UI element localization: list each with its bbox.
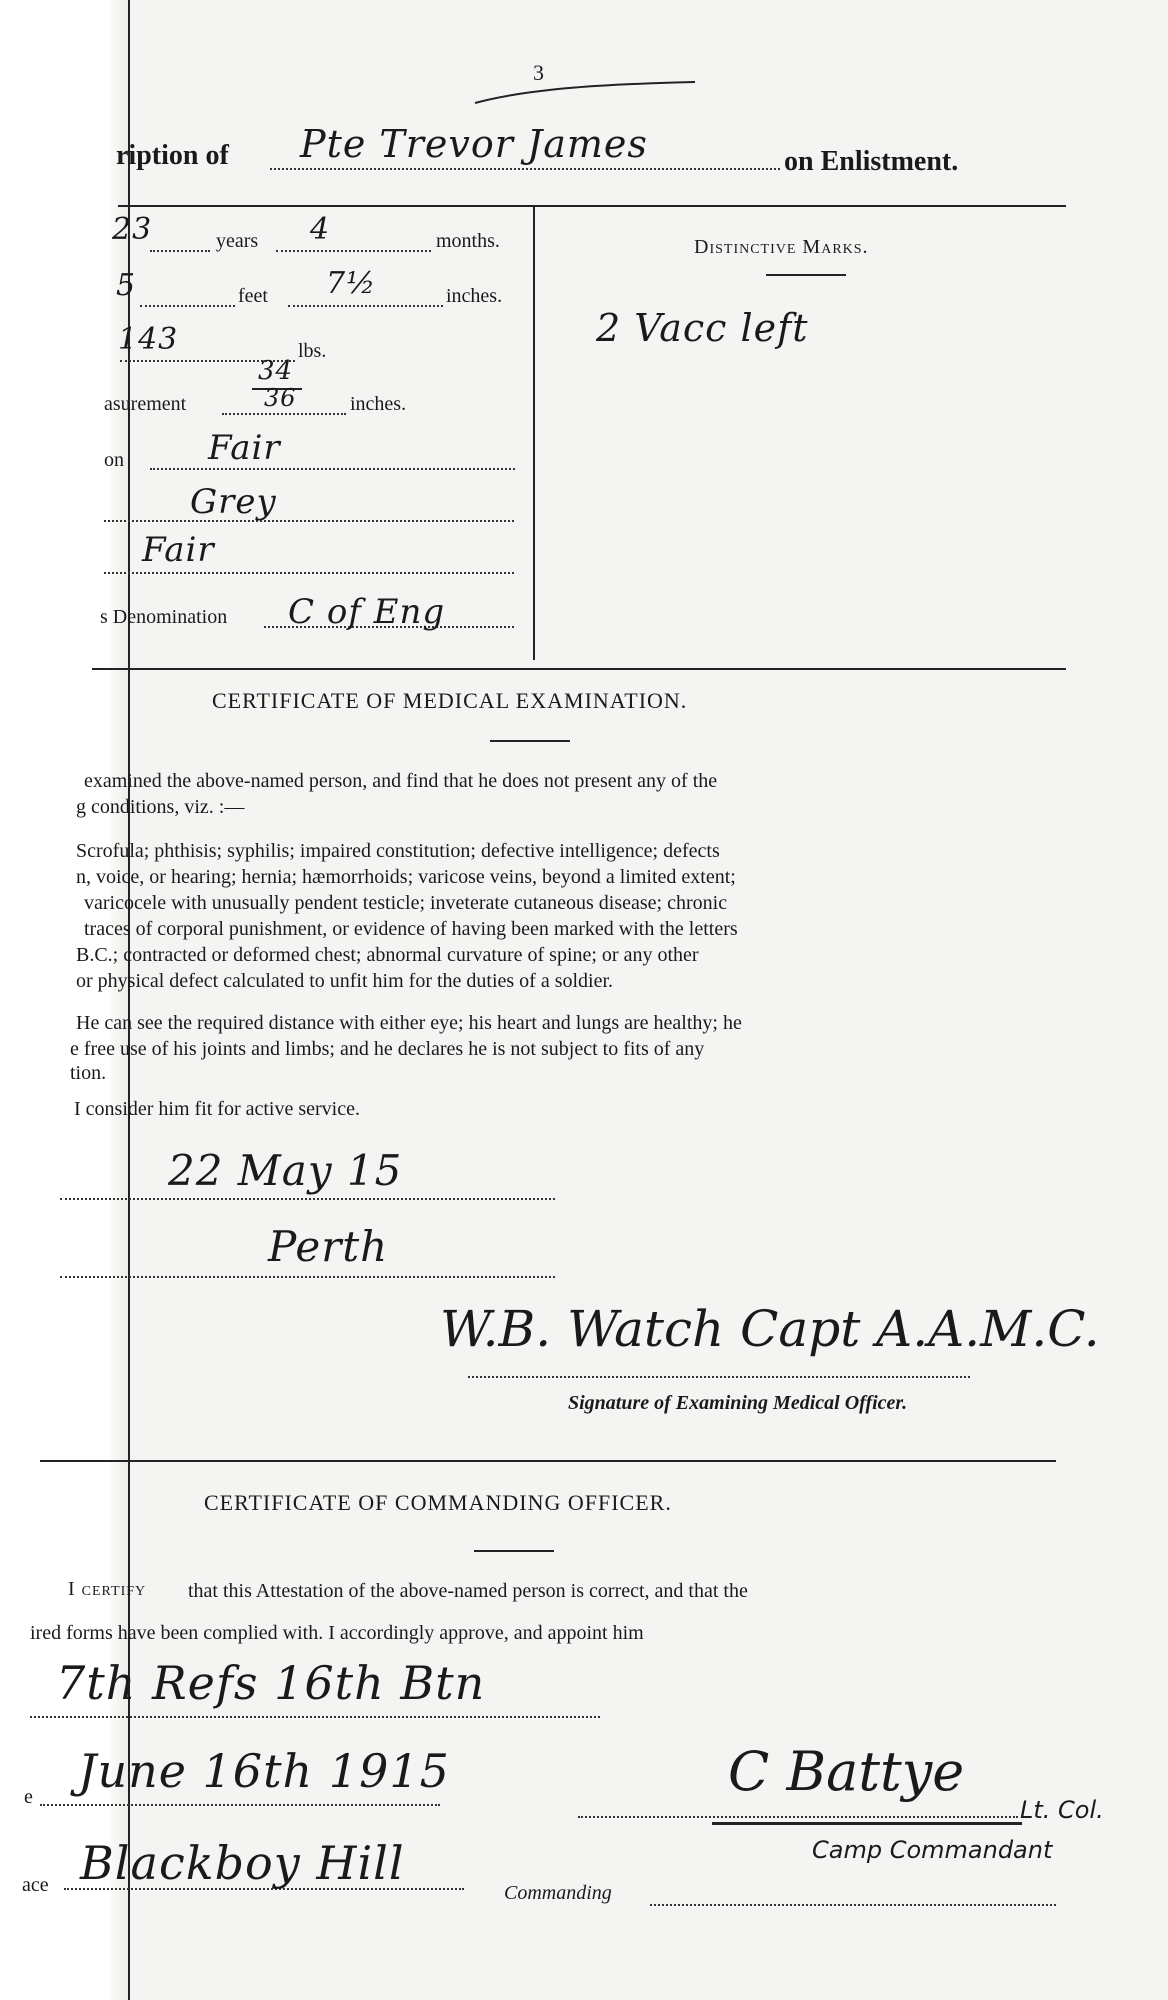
medical-para2-line6: or physical defect calculated to unfit him for the duties of a soldier.	[76, 970, 614, 992]
commanding-label: Commanding	[504, 1882, 612, 1904]
medical-heading-underline	[490, 740, 570, 742]
commanding-heading-underline	[474, 1550, 554, 1552]
commanding-signature-dots	[578, 1816, 1018, 1818]
complexion-dots	[150, 468, 515, 470]
age-years-dots	[150, 250, 210, 252]
lbs-label: lbs.	[298, 340, 327, 362]
eyes-value: Grey	[190, 482, 277, 522]
hair-dots	[104, 572, 514, 574]
chest-label: asurement	[104, 393, 187, 415]
medical-officer-signature: W.B. Watch Capt A.A.M.C.	[440, 1300, 1100, 1358]
complexion-label: on	[104, 449, 124, 471]
hair-value: Fair	[142, 530, 215, 570]
medical-para1-line1: examined the above-named person, and find that he does not present any of the	[84, 770, 718, 792]
age-years: 23	[112, 212, 153, 247]
column-divider	[533, 205, 535, 660]
commanding-officer-signature: C Battye	[728, 1740, 965, 1803]
commanding-date: June 16th 1915	[78, 1744, 450, 1798]
medical-date-dots	[60, 1198, 555, 1200]
fit-statement: I consider him fit for active service.	[74, 1098, 360, 1120]
commanding-rank: Lt. Col.	[1020, 1796, 1104, 1824]
page-number: 3	[533, 60, 544, 85]
medical-heading: CERTIFICATE OF MEDICAL EXAMINATION.	[212, 688, 688, 713]
distinctive-marks-heading: Distinctive Marks.	[694, 236, 869, 258]
years-label: years	[216, 230, 259, 252]
header-title-prefix: ription of	[116, 140, 229, 171]
inches-label: inches.	[446, 285, 503, 307]
medical-top-rule	[92, 668, 1066, 670]
medical-para3-line2: e free use of his joints and limbs; and he declares he is not subject to fits of any	[70, 1038, 705, 1060]
certify-word: I certify	[68, 1578, 147, 1600]
commanding-date-label: e	[24, 1786, 33, 1808]
feet-label: feet	[238, 285, 268, 307]
appointed-unit: 7th Refs 16th Btn	[56, 1656, 486, 1710]
header-rule	[118, 205, 1066, 207]
height-feet-dots	[140, 305, 235, 307]
marks-underline	[766, 274, 846, 276]
denomination-label: s Denomination	[100, 606, 228, 628]
medical-place-dots	[60, 1276, 555, 1278]
chest-max: 36	[264, 384, 297, 412]
medical-para2-line1: Scrofula; phthisis; syphilis; impaired constitution; defective intelligence; defects	[76, 840, 720, 862]
distinctive-marks-value: 2 Vacc left	[596, 306, 809, 350]
medical-para2-line3: varicocele with unusually pendent testicle; inveterate cutaneous disease; chronic	[84, 892, 728, 914]
camp-commandant-stamp: Camp Commandant	[812, 1836, 1053, 1864]
medical-para1-line2: g conditions, viz. :—	[76, 796, 245, 818]
commanding-line1: that this Attestation of the above-named person is correct, and that the	[188, 1580, 748, 1602]
denomination-value: C of Eng	[288, 592, 446, 632]
height-inches: 7½	[326, 266, 377, 301]
months-label: months.	[436, 230, 500, 252]
age-months-dots	[276, 250, 431, 252]
commanding-place-label: ace	[22, 1874, 49, 1896]
height-feet: 5	[116, 268, 137, 303]
medical-signature-label: Signature of Examining Medical Officer.	[568, 1392, 908, 1414]
commanding-line2: ired forms have been complied with. I accordingly approve, and appoint him	[30, 1622, 644, 1644]
medical-signature-dots	[468, 1376, 970, 1378]
header-name-dots	[270, 168, 780, 170]
medical-para2-line4: traces of corporal punishment, or evidence of having been marked with the letters	[84, 918, 738, 940]
medical-date: 22 May 15	[168, 1146, 403, 1195]
signature-underline	[712, 1822, 1022, 1825]
weight: 143	[118, 322, 179, 357]
commanding-heading: CERTIFICATE OF COMMANDING OFFICER.	[204, 1490, 672, 1515]
medical-para3-line1: He can see the required distance with either eye; his heart and lungs are healthy; he	[76, 1012, 742, 1034]
commanding-place: Blackboy Hill	[80, 1836, 405, 1890]
name-flourish	[470, 78, 700, 108]
medical-place: Perth	[268, 1222, 389, 1271]
medical-para2-line5: B.C.; contracted or deformed chest; abnormal curvature of spine; or any other	[76, 944, 699, 966]
chest-inches-label: inches.	[350, 393, 407, 415]
unit-dots	[30, 1716, 600, 1718]
complexion-value: Fair	[208, 428, 281, 468]
commanding-dots	[650, 1904, 1056, 1906]
eyes-dots	[104, 520, 514, 522]
chest-dots	[222, 413, 346, 415]
recruit-name: Pte Trevor James	[300, 122, 648, 166]
height-inches-dots	[288, 305, 443, 307]
commanding-date-dots	[40, 1804, 440, 1806]
chest-min: 34	[258, 356, 294, 386]
commanding-top-rule	[40, 1460, 1056, 1462]
medical-para3-line3: tion.	[70, 1062, 107, 1084]
medical-para2-line2: n, voice, or hearing; hernia; hæmorrhoids; varicose veins, beyond a limited extent;	[76, 866, 736, 888]
header-title-suffix: on Enlistment.	[784, 146, 959, 177]
age-months: 4	[310, 212, 331, 247]
